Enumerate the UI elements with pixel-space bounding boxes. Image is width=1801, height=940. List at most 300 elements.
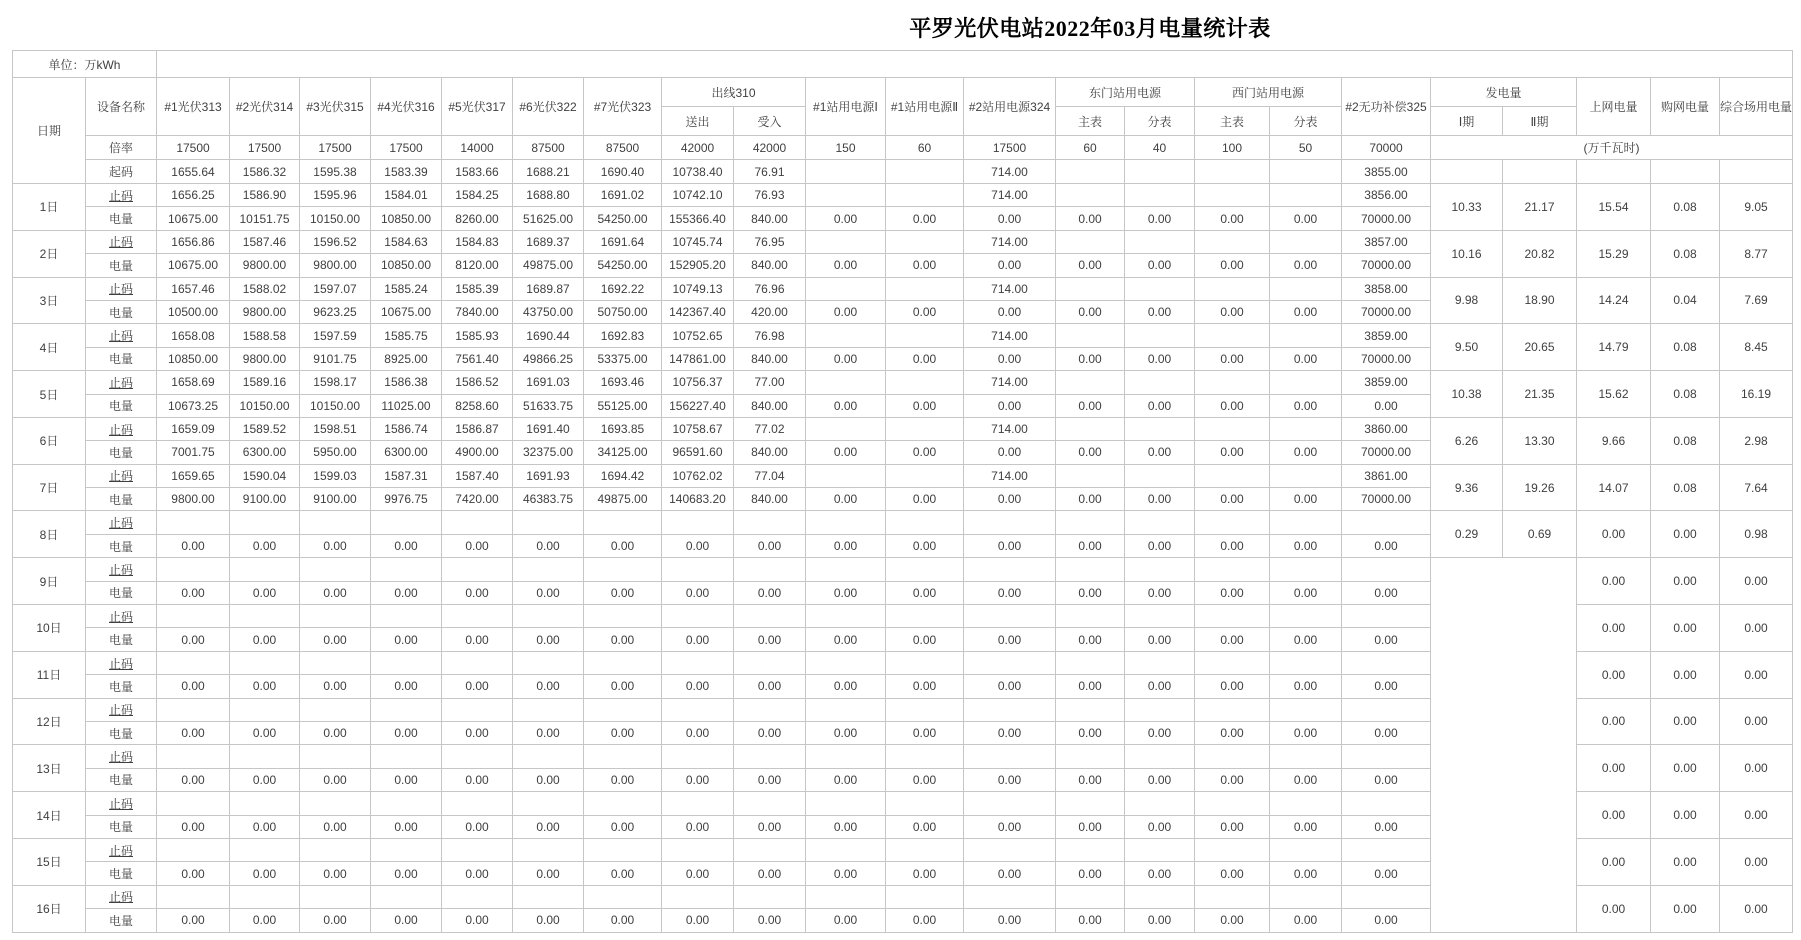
energy-value: 0.00 [806, 207, 886, 230]
gen-phase2-value: 13.30 [1503, 417, 1577, 464]
stop-code-value: 1585.93 [442, 324, 513, 347]
energy-value: 0.00 [584, 721, 662, 744]
station-use-value: 16.19 [1720, 371, 1793, 418]
stop-code-value [806, 558, 886, 581]
energy-value: 0.00 [1056, 675, 1125, 698]
energy-value: 0.00 [964, 862, 1056, 885]
stop-code-value [886, 184, 964, 207]
stop-code-value [584, 792, 662, 815]
stop-code-value [1125, 464, 1195, 487]
energy-value: 0.00 [371, 862, 442, 885]
energy-value: 0.00 [1125, 300, 1195, 323]
energy-value: 10850.00 [157, 347, 230, 370]
stop-code-value [584, 511, 662, 534]
energy-value: 0.00 [371, 909, 442, 932]
station-use-value: 0.00 [1720, 885, 1793, 932]
stop-code-value [1195, 885, 1270, 908]
energy-value: 0.00 [584, 628, 662, 651]
west-gate-sub-header: 主表 [1195, 107, 1270, 136]
energy-value: 0.00 [513, 534, 584, 557]
energy-row-label: 电量 [86, 862, 157, 885]
grid-purchase-value: 0.08 [1651, 371, 1720, 418]
stop-code-value [964, 838, 1056, 861]
grid-purchase-value: 0.00 [1651, 511, 1720, 558]
stop-code-value [1056, 792, 1125, 815]
start-code-value: 1595.38 [300, 160, 371, 184]
stop-code-value [1056, 277, 1125, 300]
energy-value: 0.00 [1125, 207, 1195, 230]
stop-code-value [886, 417, 964, 440]
stop-code-value [734, 745, 806, 768]
stop-code-value [157, 511, 230, 534]
energy-value: 0.00 [1125, 347, 1195, 370]
energy-row-label: 电量 [86, 721, 157, 744]
energy-value: 0.00 [1056, 628, 1125, 651]
energy-value: 9100.00 [230, 488, 300, 511]
grid-purchase-value: 0.00 [1651, 885, 1720, 932]
stop-code-value: 1587.46 [230, 230, 300, 253]
energy-value: 10675.00 [371, 300, 442, 323]
stop-code-value: 1588.02 [230, 277, 300, 300]
energy-value: 9800.00 [157, 488, 230, 511]
generation-group-header: 发电量 [1431, 78, 1577, 107]
stop-code-value: 1585.75 [371, 324, 442, 347]
pv-column-header: #6光伏322 [513, 78, 584, 136]
stop-code-value [734, 792, 806, 815]
west-gate-group-header: 西门站用电源 [1195, 78, 1342, 107]
energy-value: 54250.00 [584, 254, 662, 277]
energy-value: 0.00 [442, 581, 513, 604]
energy-value: 156227.40 [662, 394, 734, 417]
energy-value: 0.00 [230, 815, 300, 838]
stop-code-value: 1598.17 [300, 371, 371, 394]
energy-value: 51633.75 [513, 394, 584, 417]
east-gate-group-header: 东门站用电源 [1056, 78, 1195, 107]
energy-value: 70000.00 [1342, 300, 1431, 323]
energy-value: 0.00 [1195, 394, 1270, 417]
pv-column-header: #2光伏314 [230, 78, 300, 136]
energy-value: 0.00 [964, 347, 1056, 370]
gen-phase2-value: 20.82 [1503, 230, 1577, 277]
start-code-value: 1688.21 [513, 160, 584, 184]
stop-code-value: 714.00 [964, 184, 1056, 207]
reactive-comp-header: #2无功补偿325 [1342, 78, 1431, 136]
gen-phase2-value: 19.26 [1503, 464, 1577, 511]
day-label: 12日 [13, 698, 86, 745]
stop-code-value: 1691.40 [513, 417, 584, 440]
stop-code-value: 1691.93 [513, 464, 584, 487]
energy-value: 70000.00 [1342, 488, 1431, 511]
stop-code-value [806, 838, 886, 861]
stop-code-value [513, 792, 584, 815]
start-blank-cell [1651, 160, 1720, 184]
start-code-value [1125, 160, 1195, 184]
stop-code-value [1195, 558, 1270, 581]
energy-value: 0.00 [1342, 675, 1431, 698]
station-use-value: 9.05 [1720, 184, 1793, 231]
stop-code-value [1056, 838, 1125, 861]
stop-code-value [662, 885, 734, 908]
stop-code-value: 1599.03 [300, 464, 371, 487]
station-use-value: 0.00 [1720, 651, 1793, 698]
stop-row-label: 止码 [86, 745, 157, 768]
stop-code-value: 1694.42 [584, 464, 662, 487]
unit-row-filler [157, 51, 1793, 78]
stop-code-value [157, 651, 230, 674]
grid-export-value: 15.29 [1577, 230, 1651, 277]
energy-value: 0.00 [662, 768, 734, 791]
stop-code-value [886, 558, 964, 581]
stop-code-value: 77.04 [734, 464, 806, 487]
stop-code-value [1125, 277, 1195, 300]
day-label: 6日 [13, 417, 86, 464]
energy-value: 0.00 [300, 675, 371, 698]
stop-code-value [1270, 885, 1342, 908]
stop-code-value: 1587.31 [371, 464, 442, 487]
energy-value: 0.00 [886, 628, 964, 651]
station-use-value: 0.00 [1720, 698, 1793, 745]
stop-code-value [964, 698, 1056, 721]
energy-value: 0.00 [371, 628, 442, 651]
stop-code-value [1056, 324, 1125, 347]
gen-phase1-value: 0.29 [1431, 511, 1503, 558]
energy-value: 0.00 [1195, 815, 1270, 838]
stop-code-value [964, 885, 1056, 908]
stop-code-value [1125, 230, 1195, 253]
stop-code-value [1342, 605, 1431, 628]
stop-code-value: 1691.02 [584, 184, 662, 207]
energy-value: 0.00 [513, 628, 584, 651]
stop-code-value [1125, 605, 1195, 628]
generation-phase-header: Ⅰ期 [1431, 107, 1503, 136]
energy-value: 0.00 [300, 628, 371, 651]
stop-row-label: 止码 [86, 698, 157, 721]
stop-code-value: 1691.64 [584, 230, 662, 253]
grid-export-value: 15.54 [1577, 184, 1651, 231]
stop-code-value: 1584.83 [442, 230, 513, 253]
grid-export-value: 14.79 [1577, 324, 1651, 371]
energy-value: 0.00 [964, 534, 1056, 557]
stop-code-value: 3859.00 [1342, 324, 1431, 347]
stop-code-value: 1584.63 [371, 230, 442, 253]
station-use-value: 0.98 [1720, 511, 1793, 558]
energy-value: 0.00 [1125, 768, 1195, 791]
stop-row-label: 止码 [86, 230, 157, 253]
stop-code-value [662, 792, 734, 815]
stop-code-value [1056, 417, 1125, 440]
stop-code-value [886, 885, 964, 908]
stop-code-value [1195, 277, 1270, 300]
energy-row-label: 电量 [86, 441, 157, 464]
stop-code-value [886, 605, 964, 628]
stop-code-value [442, 698, 513, 721]
energy-value: 0.00 [734, 581, 806, 604]
stop-code-value [1125, 511, 1195, 534]
energy-value: 34125.00 [584, 441, 662, 464]
stop-code-value: 1584.25 [442, 184, 513, 207]
energy-value: 0.00 [1270, 862, 1342, 885]
stop-code-value: 1658.69 [157, 371, 230, 394]
energy-value: 0.00 [964, 207, 1056, 230]
energy-row-label: 电量 [86, 394, 157, 417]
start-code-value: 1583.39 [371, 160, 442, 184]
stop-code-value [1270, 838, 1342, 861]
day-label: 14日 [13, 792, 86, 839]
stop-code-value [513, 838, 584, 861]
stop-code-value [230, 838, 300, 861]
energy-value: 142367.40 [662, 300, 734, 323]
day-label: 16日 [13, 885, 86, 932]
stop-code-value: 10749.13 [662, 277, 734, 300]
start-code-value: 76.91 [734, 160, 806, 184]
energy-value: 0.00 [157, 581, 230, 604]
stop-code-value [1342, 885, 1431, 908]
stop-code-value [157, 558, 230, 581]
stop-row-label: 止码 [86, 324, 157, 347]
rate-value: 17500 [964, 136, 1056, 160]
gen-phase1-value: 10.38 [1431, 371, 1503, 418]
energy-value: 0.00 [886, 721, 964, 744]
grid-purchase-header: 购网电量 [1651, 78, 1720, 136]
day-label: 10日 [13, 605, 86, 652]
energy-value: 0.00 [886, 347, 964, 370]
start-blank-cell [1503, 160, 1577, 184]
stop-code-value [734, 698, 806, 721]
energy-value: 0.00 [371, 815, 442, 838]
energy-value: 0.00 [300, 581, 371, 604]
energy-value: 7561.40 [442, 347, 513, 370]
energy-value: 0.00 [230, 675, 300, 698]
stop-row-label: 止码 [86, 651, 157, 674]
day-label: 3日 [13, 277, 86, 324]
stop-code-value [513, 651, 584, 674]
energy-value: 0.00 [806, 581, 886, 604]
stop-code-value [513, 745, 584, 768]
stop-code-value [1195, 324, 1270, 347]
stop-code-value [1056, 230, 1125, 253]
stop-row-label: 止码 [86, 277, 157, 300]
stop-code-value [584, 558, 662, 581]
energy-value: 0.00 [1125, 488, 1195, 511]
grid-purchase-value: 0.08 [1651, 230, 1720, 277]
rate-value: 87500 [584, 136, 662, 160]
stop-code-value: 714.00 [964, 230, 1056, 253]
stop-code-value [442, 651, 513, 674]
energy-value: 0.00 [1125, 721, 1195, 744]
stop-code-value [662, 838, 734, 861]
energy-value: 0.00 [1125, 441, 1195, 464]
stop-code-value [734, 651, 806, 674]
energy-value: 0.00 [662, 862, 734, 885]
energy-value: 0.00 [230, 721, 300, 744]
energy-value: 53375.00 [584, 347, 662, 370]
stop-code-value: 1598.51 [300, 417, 371, 440]
energy-value: 0.00 [964, 909, 1056, 932]
energy-value: 0.00 [1125, 534, 1195, 557]
station-use-value: 0.00 [1720, 838, 1793, 885]
stop-code-value: 10756.37 [662, 371, 734, 394]
start-code-value [886, 160, 964, 184]
energy-value: 0.00 [442, 628, 513, 651]
energy-value: 0.00 [806, 628, 886, 651]
station-source-header: #1站用电源Ⅱ [886, 78, 964, 136]
energy-value: 51625.00 [513, 207, 584, 230]
stop-code-value [442, 792, 513, 815]
stop-code-value: 1692.83 [584, 324, 662, 347]
energy-value: 0.00 [1195, 909, 1270, 932]
grid-export-value: 0.00 [1577, 698, 1651, 745]
stop-code-value [513, 558, 584, 581]
stop-code-value [886, 838, 964, 861]
day-label: 5日 [13, 371, 86, 418]
start-code-value: 1586.32 [230, 160, 300, 184]
energy-value: 0.00 [1195, 347, 1270, 370]
stop-code-value [1056, 511, 1125, 534]
station-source-header: #2站用电源324 [964, 78, 1056, 136]
stop-code-value [886, 464, 964, 487]
pv-column-header: #5光伏317 [442, 78, 513, 136]
energy-value: 10150.00 [300, 207, 371, 230]
stop-code-value [662, 558, 734, 581]
stop-code-value: 1659.65 [157, 464, 230, 487]
rate-value: 14000 [442, 136, 513, 160]
stop-code-value [513, 885, 584, 908]
energy-value: 0.00 [1125, 254, 1195, 277]
stop-code-value: 76.93 [734, 184, 806, 207]
energy-value: 9800.00 [230, 254, 300, 277]
energy-value: 0.00 [157, 815, 230, 838]
stop-code-value [300, 605, 371, 628]
energy-value: 6300.00 [230, 441, 300, 464]
stop-code-value: 1692.22 [584, 277, 662, 300]
gen-phase2-value: 0.69 [1503, 511, 1577, 558]
start-blank-cell [1577, 160, 1651, 184]
energy-value: 0.00 [1056, 300, 1125, 323]
energy-value: 0.00 [806, 488, 886, 511]
stop-code-value [584, 885, 662, 908]
grid-purchase-value: 0.00 [1651, 745, 1720, 792]
energy-row-label: 电量 [86, 254, 157, 277]
stop-code-value [662, 651, 734, 674]
stop-code-value [1056, 184, 1125, 207]
stop-code-value [1342, 792, 1431, 815]
start-code-value [1270, 160, 1342, 184]
stop-code-value: 1586.52 [442, 371, 513, 394]
energy-value: 0.00 [886, 254, 964, 277]
energy-value: 0.00 [1056, 721, 1125, 744]
gen-phase2-value: 21.17 [1503, 184, 1577, 231]
stop-code-value: 1691.03 [513, 371, 584, 394]
stop-code-value [230, 605, 300, 628]
energy-value: 0.00 [886, 768, 964, 791]
stop-code-value: 1658.08 [157, 324, 230, 347]
energy-value: 46383.75 [513, 488, 584, 511]
stop-code-value [1125, 792, 1195, 815]
stop-row-label: 止码 [86, 558, 157, 581]
stop-code-value [1125, 417, 1195, 440]
stop-code-value [300, 558, 371, 581]
stop-row-label: 止码 [86, 605, 157, 628]
energy-value: 0.00 [964, 441, 1056, 464]
energy-value: 0.00 [157, 768, 230, 791]
stop-code-value [806, 651, 886, 674]
stop-code-value [442, 745, 513, 768]
start-code-value: 3855.00 [1342, 160, 1431, 184]
energy-value: 0.00 [662, 721, 734, 744]
stop-code-value [1270, 277, 1342, 300]
stop-code-value: 76.96 [734, 277, 806, 300]
energy-value: 0.00 [513, 581, 584, 604]
east-gate-sub-header: 分表 [1125, 107, 1195, 136]
stop-code-value [584, 651, 662, 674]
energy-value: 0.00 [1125, 581, 1195, 604]
stop-code-value [371, 792, 442, 815]
energy-value: 11025.00 [371, 394, 442, 417]
day-label: 13日 [13, 745, 86, 792]
start-blank-cell [1720, 160, 1793, 184]
stop-code-value [886, 324, 964, 347]
energy-value: 0.00 [513, 721, 584, 744]
energy-value: 840.00 [734, 441, 806, 464]
stop-code-value [806, 792, 886, 815]
energy-value: 10150.00 [300, 394, 371, 417]
energy-value: 0.00 [157, 534, 230, 557]
energy-value: 0.00 [886, 862, 964, 885]
energy-value: 0.00 [1195, 862, 1270, 885]
stop-code-value [1125, 558, 1195, 581]
day-label: 4日 [13, 324, 86, 371]
energy-value: 0.00 [1125, 628, 1195, 651]
stop-code-value [300, 745, 371, 768]
stop-code-value [300, 698, 371, 721]
pv-column-header: #4光伏316 [371, 78, 442, 136]
east-gate-sub-header: 主表 [1056, 107, 1125, 136]
rate-value: 17500 [230, 136, 300, 160]
stop-code-value [964, 792, 1056, 815]
gen-phase1-value: 9.36 [1431, 464, 1503, 511]
grid-purchase-value: 0.00 [1651, 558, 1720, 605]
stop-code-value [806, 698, 886, 721]
energy-value: 0.00 [1195, 675, 1270, 698]
stop-code-value [1342, 745, 1431, 768]
energy-value: 0.00 [886, 300, 964, 323]
rate-value: 17500 [300, 136, 371, 160]
energy-value: 0.00 [584, 909, 662, 932]
energy-value: 0.00 [662, 815, 734, 838]
stop-code-value [886, 698, 964, 721]
pv-column-header: #1光伏313 [157, 78, 230, 136]
stop-code-value: 1584.01 [371, 184, 442, 207]
energy-value: 96591.60 [662, 441, 734, 464]
energy-value: 10675.00 [157, 254, 230, 277]
stop-code-value [964, 745, 1056, 768]
stop-code-value: 1596.52 [300, 230, 371, 253]
stop-code-value [371, 558, 442, 581]
energy-value: 0.00 [1056, 207, 1125, 230]
energy-value: 0.00 [734, 909, 806, 932]
energy-value: 0.00 [230, 862, 300, 885]
start-code-value: 1690.40 [584, 160, 662, 184]
energy-value: 0.00 [442, 909, 513, 932]
energy-value: 0.00 [734, 768, 806, 791]
stop-code-value [1056, 558, 1125, 581]
gen-phase1-value: 6.26 [1431, 417, 1503, 464]
stop-code-value: 77.02 [734, 417, 806, 440]
energy-value: 0.00 [662, 581, 734, 604]
energy-value: 9101.75 [300, 347, 371, 370]
station-use-value: 8.77 [1720, 230, 1793, 277]
stop-code-value: 1595.96 [300, 184, 371, 207]
